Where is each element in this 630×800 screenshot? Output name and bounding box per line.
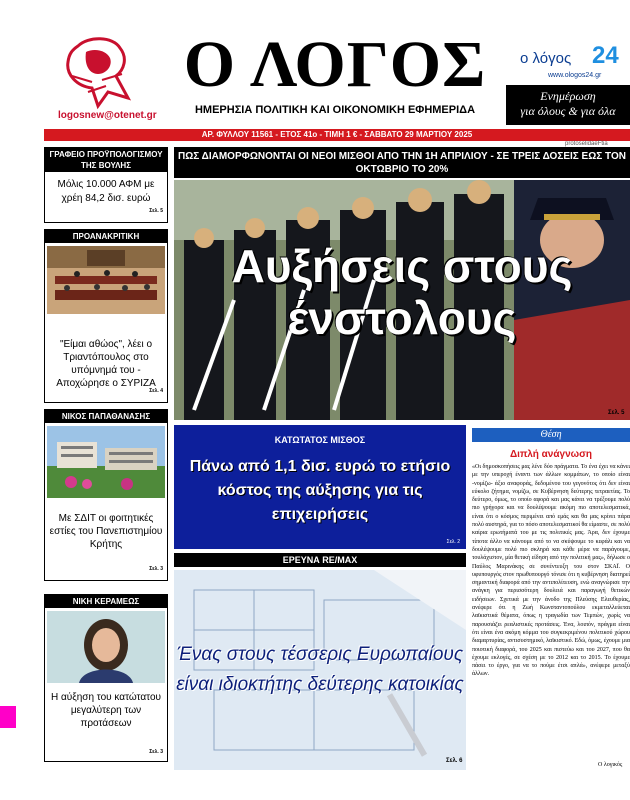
sidebar-head: ΓΡΑΦΕΙΟ ΠΡΟΫΠΟΛΟΓΙΣΜΟΥ ΤΗΣ ΒΟΥΛΗΣ: [45, 148, 167, 172]
page-ref: Σελ. 6: [446, 758, 463, 764]
lead-kicker-band: ΠΩΣ ΔΙΑΜΟΡΦΩΝΟΝΤΑΙ ΟΙ ΝΕΟΙ ΜΙΣΘΟΙ ΑΠΟ ΤΗΝ 1Η ΑΠΡΙΛΙΟΥ - ΣΕ ΤΡΕΙΣ ΔΟΣΕΙΣ ΕΩΣ ΤΟΝ ΟΚΤΩΒΡΙΟ ΤΟ 20%: [174, 147, 630, 178]
sidebar-item-budget[interactable]: [44, 147, 168, 223]
page-ref: Σελ. 5: [608, 410, 625, 416]
campus-photo: [47, 426, 165, 498]
page-ref: Σελ. 5: [149, 208, 163, 214]
column-continuation: Ο λογικός: [598, 762, 623, 768]
slogan-line-2: για όλους & για όλα: [520, 104, 616, 118]
page-ref: Σελ. 3: [149, 566, 163, 572]
column-label: Θέση: [472, 428, 630, 442]
slogan-line-1: Ενημέρωση: [540, 89, 596, 103]
sidebar-body: Μόλις 10.000 ΑΦΜ με χρέη 84,2 δισ. ευρώ: [57, 179, 155, 204]
brand-number: 24: [592, 42, 619, 69]
column-body: «Οι δημοσκοπήσεις μας λένε δύο πράγματα. Το ένα έχει να κάνει με την υπεροχή έναντι των άλλων κομμάτων, το οποίο είναι -νομίζω- άξιο αναφοράς, δεδομένου του γεγονότος ότι δεν είναι εύκολο ζήτημα, νομίζω, σε Κυβέρνηση δεύτερης τετραετίας. Το δεύτερο, όμως, το οποίο αφορά και μας κάνει να τρέξουμε πολύ πιο γρήγορα και να δουλέψουμε ακόμη πιο αποτελεσματικά, είναι ότι ο κόσμος περιμένει από εμάς και θα μας κρίνει πάρα πολύ αυστηρά, για το πόσο αποτελεσματικοί θα είμαστε, σε πολύ καίρια ερωτήματά του με τις πολιτικές μας. Άρα, δεν έχουμε τίποτα άλλο να κάνουμε από το να σκύψουμε το κεφάλι και να δουλέψουμε πολύ πιο σκληρά και κάθε μέρα να παράγουμε, τουλάχιστον, μία θετική είδηση από την πολιτική μας», δήλωσε ο Παύλος Μαρινάκης σε συνέντευξη του στον ΣΚΑΪ. Ο υφυπουργός στον πρωθυπουργό τόνισε ότι η κυβέρνηση διατηρεί σημαντική διαφορά από την αντιπολίτευση, ενώ αναγνώρισε την ανάγκη για περισσότερη δουλειά και παραγωγή θετικών ειδήσεων. Σχετικά με την άνοδο της Πλεύσης Ελευθερίας, ανέφερε ότι η Ζωή Κωνσταντοπούλου εκμεταλλεύεται λαϊκιστικά θέματα, όπως η τραγωδία των Τεμπών, χωρίς να παρουσιάζει ρεαλιστικές προτάσεις. Ένα, λοιπόν, πράγμα είναι ότι είναι ένα ακόμη κόμμα του συγκεκριμένου πολιτικού χώρου διαμαρτυρίας, αντισυστημικό, λαϊκιστικό. Εδώ, όμως, έχουμε μια ποιοτική διαφορά, του 2025 και πιστεύω και του 2027, που θα έχουμε εκλογές, σε σχέση με το 2012 και το 2015. Το έχουμε πάσει το έργο, για να το πούμε έτσι απλά», ανέφερε μεταξύ άλλων.: [472, 464, 630, 678]
minister-portrait: [47, 611, 165, 683]
brand-website[interactable]: www.ologos24.gr: [548, 72, 602, 79]
lead-headline[interactable]: Αυξήσεις στους ένστολους: [231, 240, 573, 344]
newspaper-emblem: [58, 36, 144, 110]
parliament-photo: [47, 246, 165, 314]
survey-headline[interactable]: Ένας στους τέσσερις Ευρωπαίους είναι ιδιοκτήτης δεύτερης κατοικίας: [176, 644, 464, 695]
sidebar-head: ΝΙΚΗ ΚΕΡΑΜΕΩΣ: [45, 595, 167, 608]
column-title[interactable]: Διπλή ανάγνωση: [509, 449, 593, 460]
contact-email[interactable]: logosnew@otenet.gr: [58, 110, 157, 121]
sidebar-head: ΝΙΚΟΣ ΠΑΠΑΘΑΝΑΣΗΣ: [45, 410, 167, 423]
sidebar-body: Η αύξηση του κατώτατου μεγαλύτερη των προτάσεων: [51, 692, 161, 729]
survey-kicker-band: ΕΡΕΥΝΑ RE/MAX: [174, 553, 466, 567]
sidebar-head: ΠΡΟΑΝΑΚΡΙΤΙΚΗ: [45, 230, 167, 243]
page-ref: Σελ. 3: [149, 749, 163, 755]
newspaper-subtitle: ΗΜΕΡΗΣΙΑ ΠΟΛΙΤΙΚΗ ΚΑΙ ΟΙΚΟΝΟΜΙΚΗ ΕΦΗΜΕΡΙΔΑ: [194, 104, 476, 116]
slogan-box: [506, 85, 630, 125]
sidebar-item-dorms[interactable]: [44, 409, 168, 581]
story-kicker: ΚΑΤΩΤΑΤΟΣ ΜΙΣΘΟΣ: [274, 435, 366, 445]
page-ref: Σελ. 4: [149, 388, 163, 394]
sidebar-body: "Είμαι αθώος", λέει ο Τριαντόπουλος στο υπόμνημά του - Αποχώρησε ο ΣΥΡΙΖΑ: [56, 339, 156, 389]
photo-credit: protoselidaeFtia: [565, 141, 608, 147]
sidebar-item-kerameos[interactable]: [44, 594, 168, 762]
edge-marker: [0, 706, 16, 728]
issue-info-bar: ΑΡ. ΦΥΛΛΟΥ 11561 - ΕΤΟΣ 41ο - ΤΙΜΗ 1 € - ΣΑΒΒΑΤΟ 29 ΜΑΡΤΙΟΥ 2025: [44, 129, 630, 141]
page-ref: Σελ. 2: [446, 539, 460, 545]
newspaper-title: Ο ΛΟΓΟΣ: [183, 28, 487, 101]
story-headline: Πάνω από 1,1 δισ. ευρώ το ετήσιο κόστος της αύξησης για τις επιχειρήσεις: [189, 458, 451, 523]
sidebar-item-inquiry[interactable]: [44, 229, 168, 403]
sidebar-body: Με ΣΔΙΤ οι φοιτητικές εστίες του Πανεπιστημίου Κρήτης: [49, 513, 163, 550]
minimum-wage-story[interactable]: [174, 425, 466, 549]
brand-name: ο λόγος: [520, 50, 572, 67]
